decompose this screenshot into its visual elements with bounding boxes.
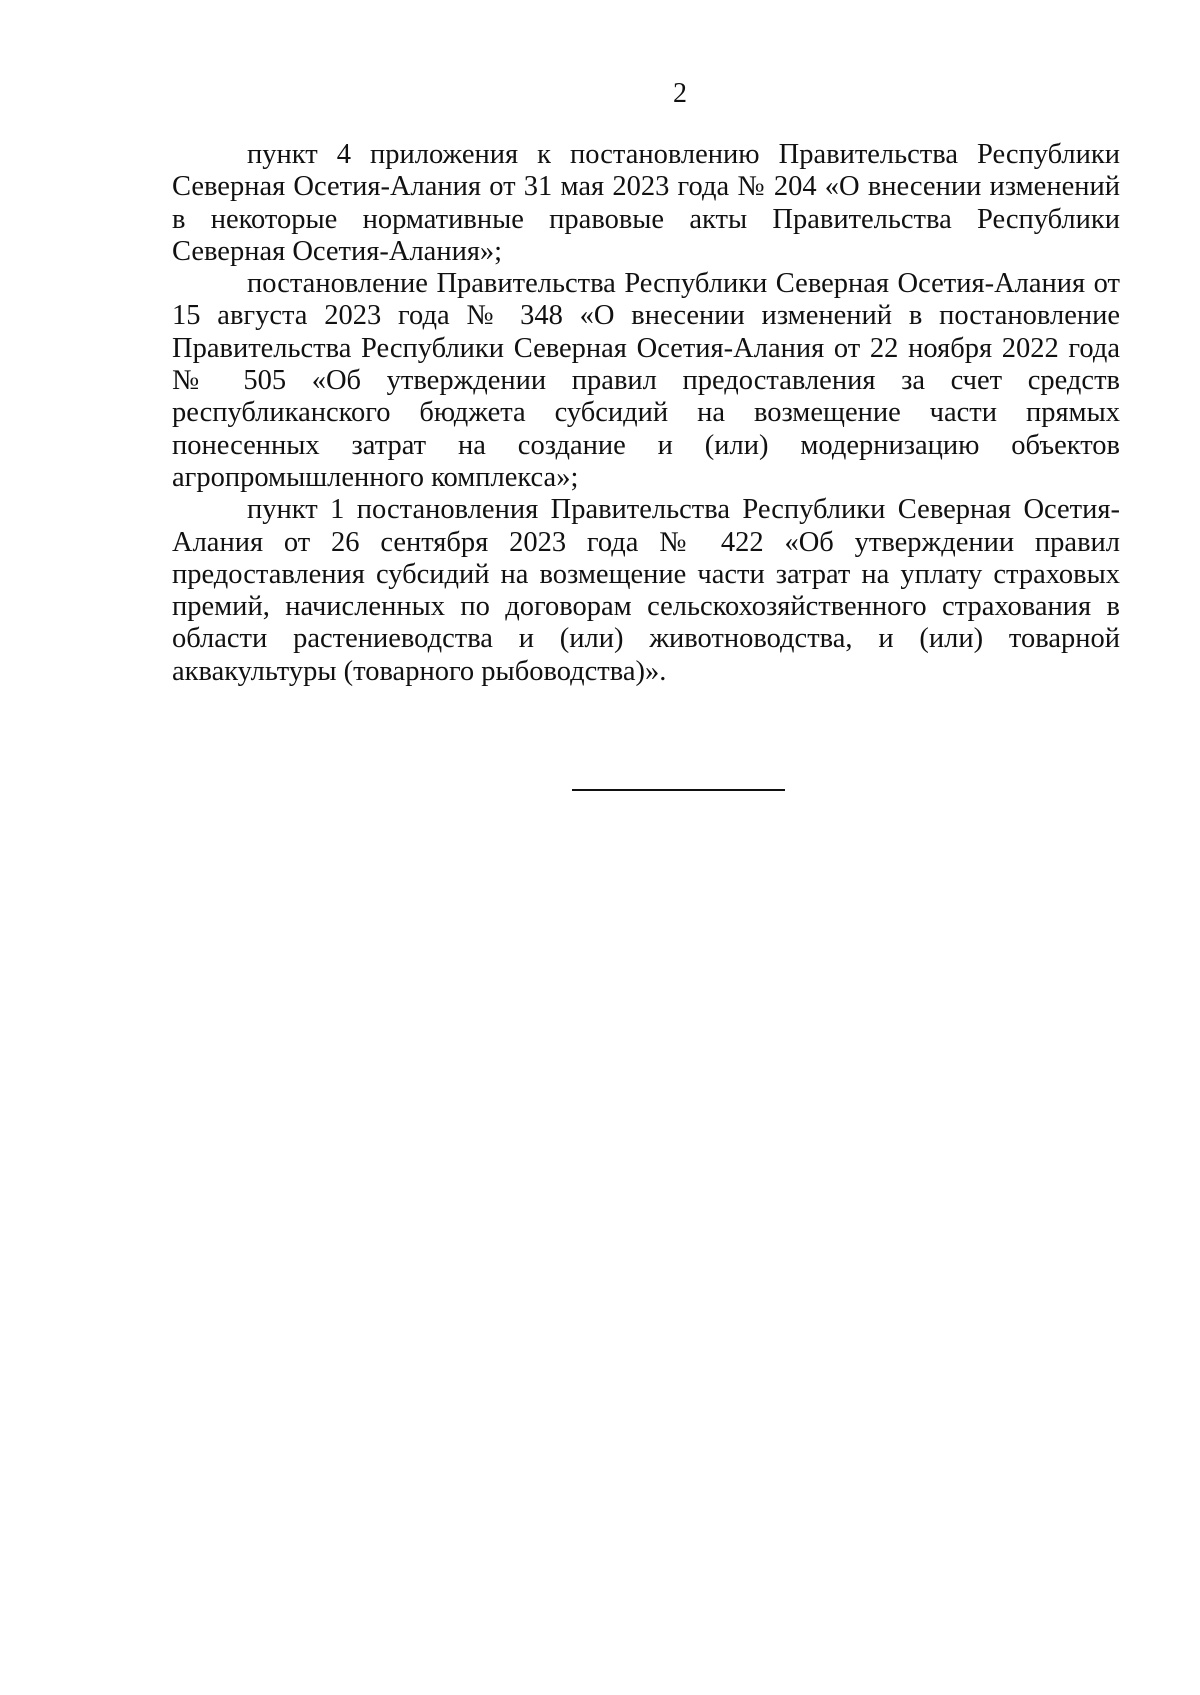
page-number: 2 bbox=[673, 78, 687, 109]
paragraph-1: пункт 4 приложения к постановлению Правительства Республики Северная Осетия-Алания от 31 мая 2023 года № 204 «О внесении изменений в некоторые нормативные правовые акты Правительства Республики Северная Осетия-Алания»; bbox=[172, 139, 1120, 267]
document-body bbox=[172, 139, 1120, 688]
paragraph-3: пункт 1 постановления Правительства Республики Северная Осетия-Алания от 26 сентября 2023 года № 422 «Об утверждении правил предоставления субсидий на возмещение части затрат на уплату страховых премий, начисленных по договорам сельскохозяйственного страхования в области растениеводства и (или) животноводства, и (или) товарной аквакультуры (товарного рыбоводства)». bbox=[172, 494, 1120, 687]
end-separator-line bbox=[572, 789, 785, 791]
paragraph-2: постановление Правительства Республики Северная Осетия-Алания от 15 августа 2023 года № 348 «О внесении изменений в постановление Правительства Республики Северная Осетия-Алания от 22 ноября 2022 года № 505 «Об утверждении правил предоставления за счет средств республиканского бюджета субсидий на возмещение части прямых понесенных затрат на создание и (или) модернизацию объектов агропромышленного комплекса»; bbox=[172, 268, 1120, 493]
